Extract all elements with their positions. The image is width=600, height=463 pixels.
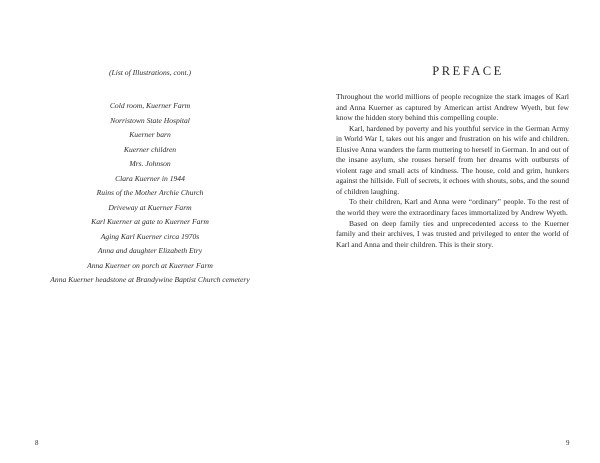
list-item: Anna and daughter Elizabeth Etry xyxy=(97,246,203,255)
list-item: Norristown State Hospital xyxy=(110,115,190,125)
right-page xyxy=(300,0,600,463)
preface-paragraph: To their children, Karl and Anna were “ordinary” people. To the rest of the world they were the extraordinary faces immortalized by Andrew Wyeth. xyxy=(336,197,569,218)
preface-title: PREFACE xyxy=(432,64,504,78)
page-number: 9 xyxy=(566,439,570,447)
list-item: Ruins of the Mother Archie Church xyxy=(96,188,204,197)
preface-paragraph: Karl, hardened by poverty and his youthful service in the German Army in World War I, takes out his anger and frustration on his wife and children. Elusive Anna wanders the farm muttering to herself in German. In and out of the insane asylum, she rouses herself from her dreams with outbursts of violent rage and small acts of kindness. The house, cold and grim, hunkers against the hillside. Full of secrets, it echoes with shouts, sobs, and the sound of children laughing. xyxy=(336,123,569,196)
list-item: Kuerner children xyxy=(123,144,177,154)
list-item: Driveway at Kuerner Farm xyxy=(108,202,192,212)
preface-body xyxy=(336,92,569,250)
list-item: Cold room, Kuerner Farm xyxy=(109,101,191,110)
list-of-illustrations-heading: (List of Illustrations, cont.) xyxy=(108,68,192,77)
list-item: Aging Karl Kuerner circa 1970s xyxy=(100,231,200,241)
list-item: Kuerner barn xyxy=(129,130,171,139)
list-item: Karl Kuerner at gate to Kuerner Farm xyxy=(91,217,209,226)
preface-paragraph: Throughout the world millions of people recognize the stark images of Karl and Anna Kuerner as captured by American artist Andrew Wyeth, but few know the hidden story behind this compelling couple. xyxy=(336,92,569,123)
illustrations-list xyxy=(0,99,300,288)
list-item: Clara Kuerner in 1944 xyxy=(115,173,185,183)
list-item: Anna Kuerner on porch at Kuerner Farm xyxy=(87,260,213,270)
list-item: Anna Kuerner headstone at Brandywine Baptist Church cemetery xyxy=(50,275,250,284)
preface-paragraph: Based on deep family ties and unprecedented access to the Kuerner family and their archives, I was trusted and privileged to enter the world of Karl and Anna and their children. This is their story. xyxy=(336,218,569,249)
page-number: 8 xyxy=(35,439,39,447)
list-item: Mrs. Johnson xyxy=(129,159,171,168)
